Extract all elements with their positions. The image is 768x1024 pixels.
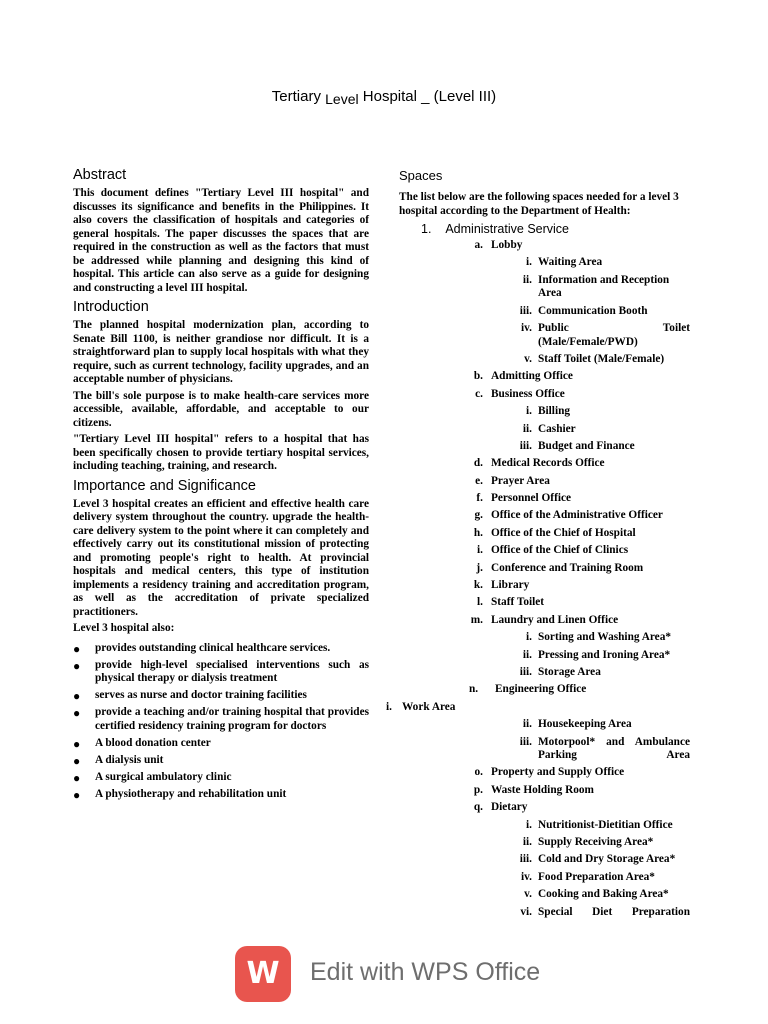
list-subitem: iv. Public Toilet (Male/Female/PWD): [521, 322, 690, 348]
list-item: m. Laundry and Linen Office: [470, 613, 619, 626]
document-title: [0, 88, 768, 105]
list-item: l. Staff Toilet: [477, 596, 545, 609]
importance-lead: Level 3 hospital also:: [73, 622, 175, 634]
list-item: h. Office of the Chief of Hospital: [473, 526, 636, 539]
title-text: Level: [325, 91, 359, 107]
bullet-icon: ●: [73, 753, 81, 768]
bullet-item: ● provide high-level specialised interventions such as physical therapy or dialysis treatment: [73, 658, 369, 684]
list-item: g. Office of the Administrative Officer: [474, 509, 663, 522]
list-item: o. Property and Supply Office: [474, 766, 625, 779]
list-subitem: iii. Motorpool* and Ambulance Parking Area: [519, 735, 690, 762]
importance-paragraph: Level 3 hospital creates an efficient and effective health care delivery system throughout the country. upgrade the health-care delivery system to the point where it can completely and effectively carry out its constitutional mission of protecting and promoting people's right to health. At provincial hospitals and medical centers, this type of institution implements a residency training and accreditation program, as well as the accreditation of private specialized practitioners.: [73, 497, 369, 618]
bullet-item: ● A surgical ambulatory clinic: [73, 770, 232, 785]
wps-watermark-text: Edit with WPS Office: [310, 958, 541, 986]
importance-heading: Importance and Significance: [73, 477, 256, 494]
title-text: Hospital _: [358, 88, 434, 105]
bullet-item: ● serves as nurse and doctor training facilities: [73, 689, 307, 703]
list-subitem: v. Staff Toilet (Male/Female): [524, 352, 665, 365]
list-item: e. Prayer Area: [475, 474, 550, 487]
right-column: [386, 168, 695, 923]
abstract-text: This document defines "Tertiary Level III hospital" and discusses its significance and benefits in the Philippines. It also covers the classification of hospitals and categories of general hospitals. The paper discusses the spaces that are required in the construction as well as the factors that must be addressed while planning and designing this kind of hospital. This article can also serve as a guide for designing and constructing a level III hospital.: [73, 187, 369, 294]
bullet-item: ● A blood donation center: [73, 736, 211, 751]
bullet-icon: ●: [73, 770, 81, 785]
list-subitem: iii. Cold and Dry Storage Area*: [519, 853, 676, 866]
left-column: [73, 166, 369, 805]
list-subitem: i. Billing: [526, 405, 571, 418]
list-item: d. Medical Records Office: [473, 457, 605, 470]
list-item: b. Admitting Office: [473, 370, 573, 383]
bullet-item: ● provide a teaching and/or training hospital that provides certified residency training program for doctors: [73, 706, 369, 732]
list-subitem: vi. Special Diet Preparation: [520, 905, 690, 918]
bullet-item: ● A physiotherapy and rehabilitation unit: [73, 787, 287, 802]
list-subitem: iv. Food Preparation Area*: [521, 870, 655, 883]
title-text: (Level III): [433, 88, 497, 105]
bullet-icon: ●: [73, 736, 81, 751]
bullet-icon: ●: [73, 658, 81, 673]
list-subitem: i. Nutritionist-Dietitian Office: [526, 818, 673, 831]
introduction-paragraph: The planned hospital modernization plan, according to Senate Bill 1100, is neither grandiose nor difficult. It is a straightforward plan to supply local hospitals with what they require, such as current technology, facility upgrades, and an acceptable number of physicians.: [73, 319, 369, 385]
spaces-heading: Spaces: [399, 168, 443, 183]
list-item: j. Conference and Training Room: [476, 561, 644, 574]
list-item: n. Engineering Office: [469, 683, 587, 696]
list-item: q. Dietary: [473, 801, 528, 814]
wps-logo-icon: W: [235, 946, 291, 1002]
list-subitem: i. Work Area: [386, 700, 456, 713]
list-item: f. Personnel Office: [476, 492, 571, 505]
bullet-item: ● provides outstanding clinical healthcare services.: [73, 641, 331, 656]
introduction-paragraph: The bill's sole purpose is to make health-care services more accessible, available, affordable, and acceptable to our citizens.: [73, 389, 369, 429]
list-subitem: ii. Information and Reception Area: [522, 273, 670, 300]
introduction-paragraph: "Tertiary Level III hospital" refers to a hospital that has been specifically chosen to provide tertiary hospital services, including teaching, training, and research.: [73, 433, 369, 472]
list-subitem: iii. Storage Area: [519, 665, 601, 678]
bullet-icon: ●: [73, 689, 81, 703]
bullet-icon: ●: [73, 641, 81, 656]
list-item: k. Library: [473, 579, 530, 592]
bullet-icon: ●: [73, 706, 81, 720]
list-subitem: i. Sorting and Washing Area*: [526, 631, 671, 644]
title-text: Tertiary: [271, 88, 326, 105]
list-subitem: ii. Cashier: [522, 422, 576, 435]
list-subitem: ii. Housekeeping Area: [522, 718, 632, 731]
service-heading: 1. Administrative Service: [421, 222, 569, 236]
bullet-icon: ●: [73, 787, 81, 802]
list-item: a. Lobby: [474, 239, 523, 251]
list-subitem: iii. Budget and Finance: [519, 439, 635, 452]
list-subitem: ii. Pressing and Ironing Area*: [522, 648, 671, 661]
bullet-item: ● A dialysis unit: [73, 753, 164, 768]
abstract-heading: Abstract: [73, 167, 127, 183]
wps-watermark[interactable]: [235, 946, 565, 1002]
introduction-heading: Introduction: [73, 299, 149, 315]
spaces-intro: The list below are the following spaces needed for a level 3 hospital according to the Department of Health:: [399, 191, 679, 217]
list-subitem: i. Waiting Area: [526, 256, 603, 269]
importance-bullet-list: [73, 642, 369, 802]
list-item: c. Business Office: [475, 387, 565, 400]
list-subitem: ii. Supply Receiving Area*: [522, 836, 654, 848]
list-subitem: iii. Communication Booth: [519, 304, 648, 317]
list-item: p. Waste Holding Room: [473, 783, 594, 796]
list-item: i. Office of the Chief of Clinics: [477, 544, 629, 557]
list-subitem: v. Cooking and Baking Area*: [524, 888, 669, 901]
